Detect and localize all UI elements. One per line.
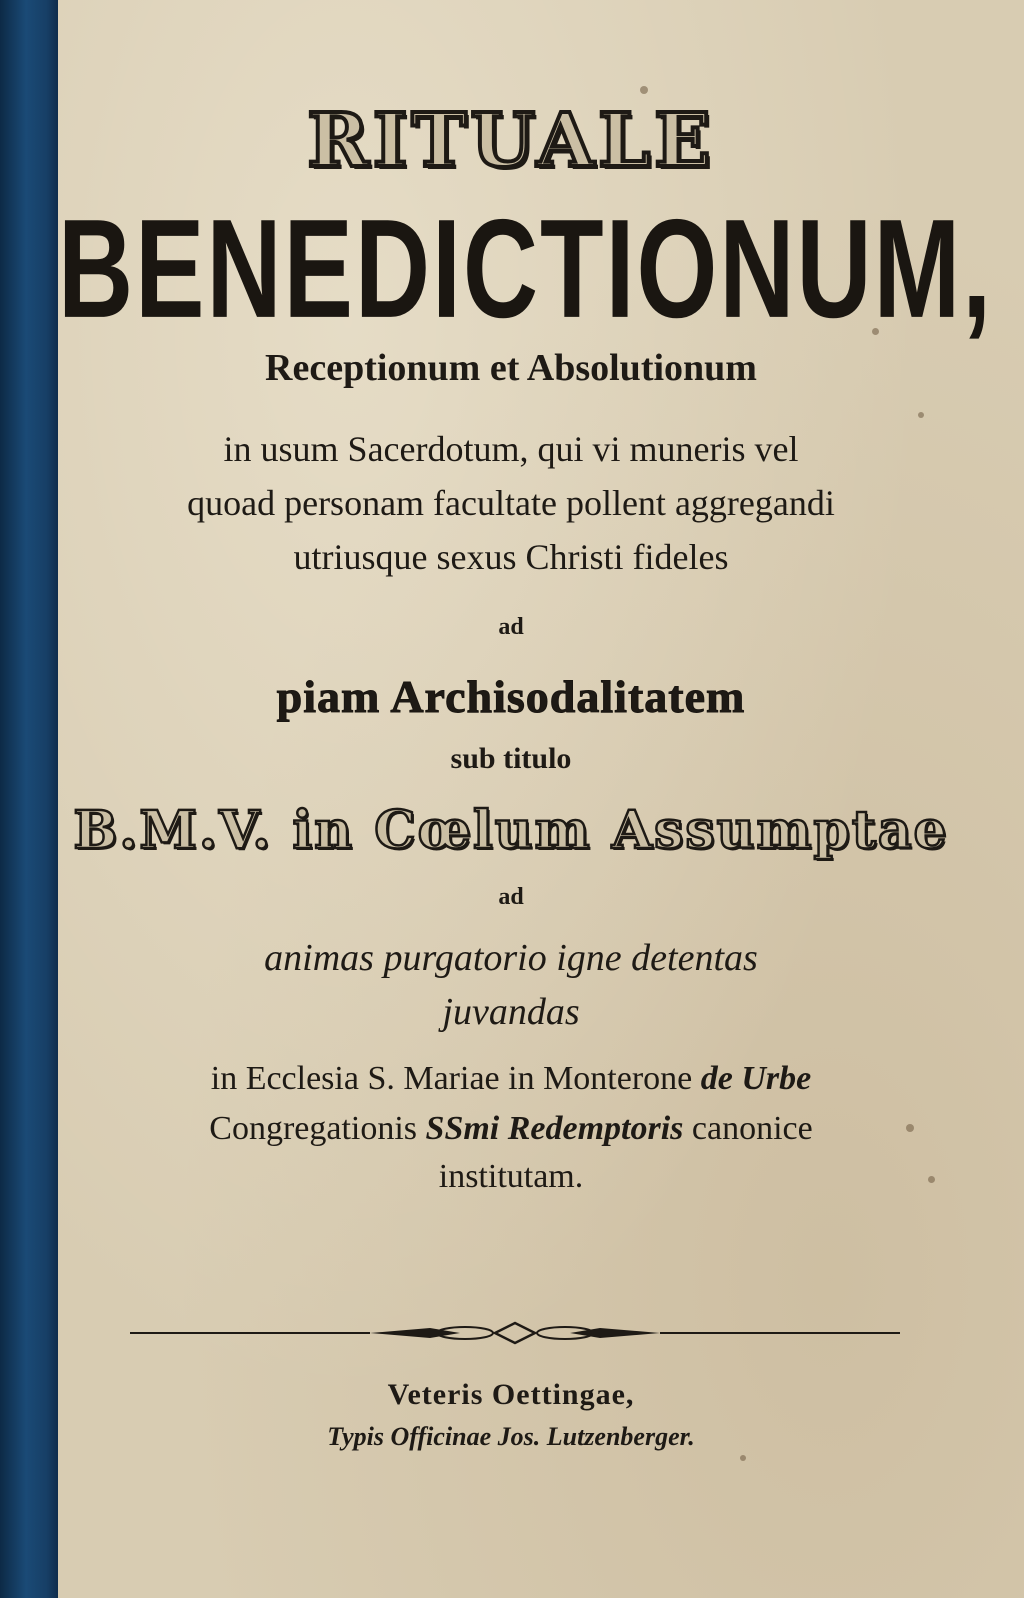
ad-connector-2: ad — [498, 884, 524, 910]
location-line-2 — [58, 1110, 964, 1148]
location-ssmi-redemptoris: SSmi Redemptoris — [425, 1110, 684, 1147]
paper-speck — [640, 86, 648, 94]
paper-speck — [918, 412, 924, 418]
location-line-1 — [58, 1060, 964, 1098]
intention-line-2: juvandas — [442, 991, 580, 1033]
intention-line-1: animas purgatorio igne detentas — [264, 937, 758, 979]
location-canonice: canonice — [683, 1110, 813, 1147]
book-spine — [0, 0, 58, 1598]
purpose-line-3: utriusque sexus Christi fideles — [293, 537, 729, 577]
ad-connector-1: ad — [498, 614, 524, 640]
title-rituale: RITUALE — [307, 98, 715, 184]
title-benedictionum: BENEDICTIONUM, — [58, 191, 994, 348]
subtitle-receptionum: Receptionum et Absolutionum — [265, 347, 757, 389]
purpose-line-2: quoad personam facultate pollent aggregandi — [187, 483, 835, 523]
imprint-printer: Typis Officinae Jos. Lutzenberger. — [327, 1422, 695, 1451]
paper-speck — [740, 1455, 746, 1461]
imprint-place: Veteris Oettingae, — [387, 1378, 635, 1411]
purpose-line-1: in usum Sacerdotum, qui vi muneris vel — [223, 429, 799, 469]
confraternity-title: piam Archisodalitatem — [276, 671, 746, 722]
location-church: in Ecclesia S. Mariae in Monterone — [210, 1060, 701, 1097]
bmv-assumptae: B.M.V. in Cœlum Assumptae — [73, 800, 949, 861]
location-de-urbe: de Urbe — [700, 1060, 812, 1097]
ornamental-rule — [130, 1318, 900, 1348]
location-congregationis: Congregationis — [209, 1110, 426, 1147]
location-line-3: institutam. — [438, 1158, 584, 1195]
sub-titulo: sub titulo — [450, 742, 572, 775]
